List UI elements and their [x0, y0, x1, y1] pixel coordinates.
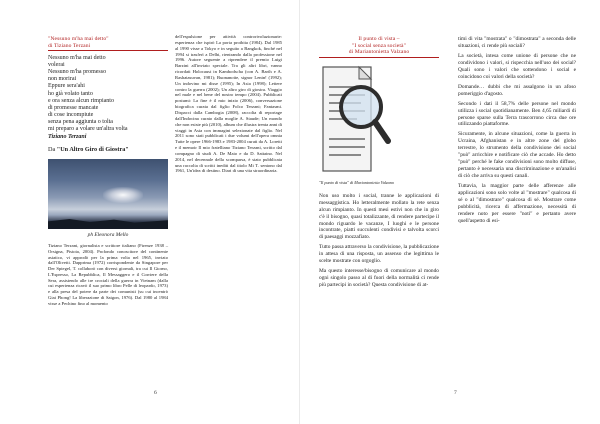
right-column-2	[458, 36, 576, 228]
illustration-caption: "Il punto di vista" di Mariantonietta Valzano	[319, 180, 394, 186]
poem-title-line-1: "Nessuno m'ha mai detto"	[48, 36, 109, 42]
right-column-1	[319, 36, 439, 292]
book-title: "Un Altro Giro di Giostra"	[56, 146, 129, 154]
right-page	[300, 0, 600, 424]
article-paragraph: timi di vita "mostrata" o "dimostrata" a seconda delle situazioni, ci rende più sociali?	[458, 36, 576, 49]
article-paragraph: Sicuramente, in alcune situazioni, come la guerra in Ucraina, Afghanistan e in altre zone del globo terrestre, lo strumento della condivisione dei social "può" arricchire e notificare ciò che accade. Ho detto "può" perché le fake condivisioni sono molto diffuse, pertanto è necessaria una discriminazione e un'analisi di ciò che arriva su questi canali.	[458, 131, 576, 180]
poem-line: Nessuno m'ha promesso	[48, 69, 107, 76]
left-column-1	[48, 36, 168, 306]
poem-title	[48, 36, 168, 49]
poem-line: di cose incompiute	[48, 112, 94, 119]
poem-line: di promesse mancate	[48, 104, 99, 111]
article-body-2	[458, 36, 576, 225]
article-paragraph: Tutto passa attraverso la condivisione, la pubblicazione in attesa di una risposta, un assenso che legittima le scelte mostrate con orgoglio.	[319, 244, 439, 265]
article-title-line-2: "I social senza società"	[351, 42, 407, 49]
article-title-line-1: Il punto di vista –	[358, 36, 400, 42]
poem-line: mi preparo a volare un'altra volta	[48, 126, 128, 133]
magnifier-document-svg	[321, 61, 391, 177]
article-author: di Mariantonietta Valzano	[348, 49, 410, 56]
poem-line: Nessuno m'ha mai detto	[48, 54, 106, 61]
poem-line: Eppure sera'ahi	[48, 83, 85, 90]
article-paragraph: La società, intesa come unione di persone che ne condividono i valori, si rispecchia nell'uso dei social? Quali sono i valori che sottendono i social e coincidono coi valori della società?	[458, 52, 576, 80]
article-paragraph: Secondo i dati il 58,7% delle persone nel mondo utilizza i social quotidianamente. Ben 4,65 miliardi di persone sparse sulla Terra trascorrono circa due ore utilizzando piattaforme.	[458, 100, 576, 128]
magnifier-document-icon	[321, 61, 391, 177]
title-rule	[48, 50, 168, 51]
article-paragraph: Non uso molto i social, tranne le applicazioni di messaggistica. Ho letteralmente mollato la rete senza alcun rimpianto. In questi mesi estivi non che in giro c'è il bisogno, quasi totalizzante, di rendere partecipe il mondo riguardo le vacanze, I luoghi e le persone incontrate, piatti succulenti condivisi e talvolta scorci di paesaggi mozzafiato.	[319, 192, 439, 241]
article-title	[319, 36, 439, 56]
book-reference	[48, 147, 168, 154]
page-number-left: 6	[154, 390, 157, 396]
poem-line: e ora senza alcun rimpianto	[48, 97, 114, 104]
bio-text: Tiziano Terzani, giornalista e scrittore italiano (Firenze 1938 – Orsigna, Pistoia, 2004). Profondo conoscitore del continente asiatico, vi approdò per la prima volta nel 1965, inviato dall'Olivetti. Dapprima (1972) corrispondente da Singapore per Der Spiegel, T. collaborò con diversi giornali, tra cui Il Giorno, L'Espresso, La Repubblica, Il Messaggero e il Corriere della Sera, assistendo alle tre crociali della guerra in Vietnam (dalla cui esperienza ricavò il suo primo libro Pelle di leopardo, 1973) e alla presa del potere da parte dei comunisti (su cui incentrò Giai Phong! La liberazione di Saigon, 1976). Dal 1980 al 1984 visse a Pechino fino al momento	[48, 243, 168, 306]
left-column-2	[175, 34, 282, 174]
poem-line: senza pena aggiunta o tolta	[48, 119, 113, 126]
article-paragraph: Domande… dubbi che mi assalgono in un afoso pomeriggio d'agosto.	[458, 83, 576, 97]
poem-line: volerai	[48, 61, 65, 68]
article-paragraph: Tuttavia, la maggior parte delle afferenze alle applicazioni sono solo volte al "mostrare" qualcosa di sé o al "dimostrare" qualcosa di sé. Mostrare come pubblicità, ricerca di affermazione, necessità di rendere noto per essere "noti" e pertanto avere quell'aspetto di esi-	[458, 183, 576, 224]
photo-sun-glow	[103, 187, 143, 203]
sunset-photo	[48, 159, 168, 229]
poem-line: non morirai	[48, 76, 77, 83]
poem-author: Tiziano Terzani	[48, 133, 87, 140]
magnifier-handle	[375, 122, 388, 141]
photo-caption: ph Eleonora Mello	[87, 231, 129, 238]
article-body-1	[319, 193, 439, 289]
photo-landscape	[48, 217, 168, 229]
poem-title-line-2: di Tiziano Terzani	[48, 42, 91, 49]
article-paragraph: Ma questo interesse/bisogno di comunicare al mondo ogni singolo passo al di fuori della normalità ci rende più partecipi in società? Questa condivisione di at-	[319, 267, 439, 288]
bio-continued: dell'espulsione per attività controrivoluzionarie: esperienza che ispirò La porta proibita (1984). Dal 1985 al 1990 visse a Tokyo e in seguito a Bangkok, finché nel 1994 si trasferì a Delhi, rientrando dalla professione nel 1996. Autore seguente a riprendere il premio Luigi Barzini all'inviato speciale. Tra gli altri libri, vanno ricordati Holocaust in Kambodscha (con A. Barth e A. Rashatasuvan, 1981); Buonanotte, signor Lenin! (1992); Un indovino mi disse (1995); In Asia (1998); Lettere contro la guerra (2002); Un altro giro di giostra. Viaggio nel male e nel bene del nostro tempo (2004). Pubblicati postumi: La fine è il mio inizio (2006), conversazione biografica curata dal figlio Folco Terzani; Fantasmi. Dispacci dalla Cambogia (2008), raccolta di reportage dall'Indocina curato dalla moglie A. Staude; Un mondo che non esiste più (2010), album che illustra trenta anni di viaggi in Asia con immagini selezionate dal figlio. Nel 2011 sono stati pubblicati i due volumi dell'opera omnia Tutte le opere 1966-1983 e 1983-2004 curati da A. Loretti e il memoir Il mio fratelliano Tiziano Terzani, scritto dal compagno di studi A. De Maio e da D. Sattaino. Nel 2014, nel decennale della scomparsa, è stato pubblicata una raccolta di scritti inediti dal titolo Mi T. sentono dal 1961, Un'idea di destino. Diari di una vita straordinaria.	[175, 34, 282, 174]
page-number-right: 7	[454, 390, 457, 396]
book-prefix: Da	[48, 146, 56, 154]
poem-line: ho già volato tanto	[48, 90, 93, 97]
title-rule-right	[319, 57, 439, 58]
poem-text	[48, 55, 168, 134]
